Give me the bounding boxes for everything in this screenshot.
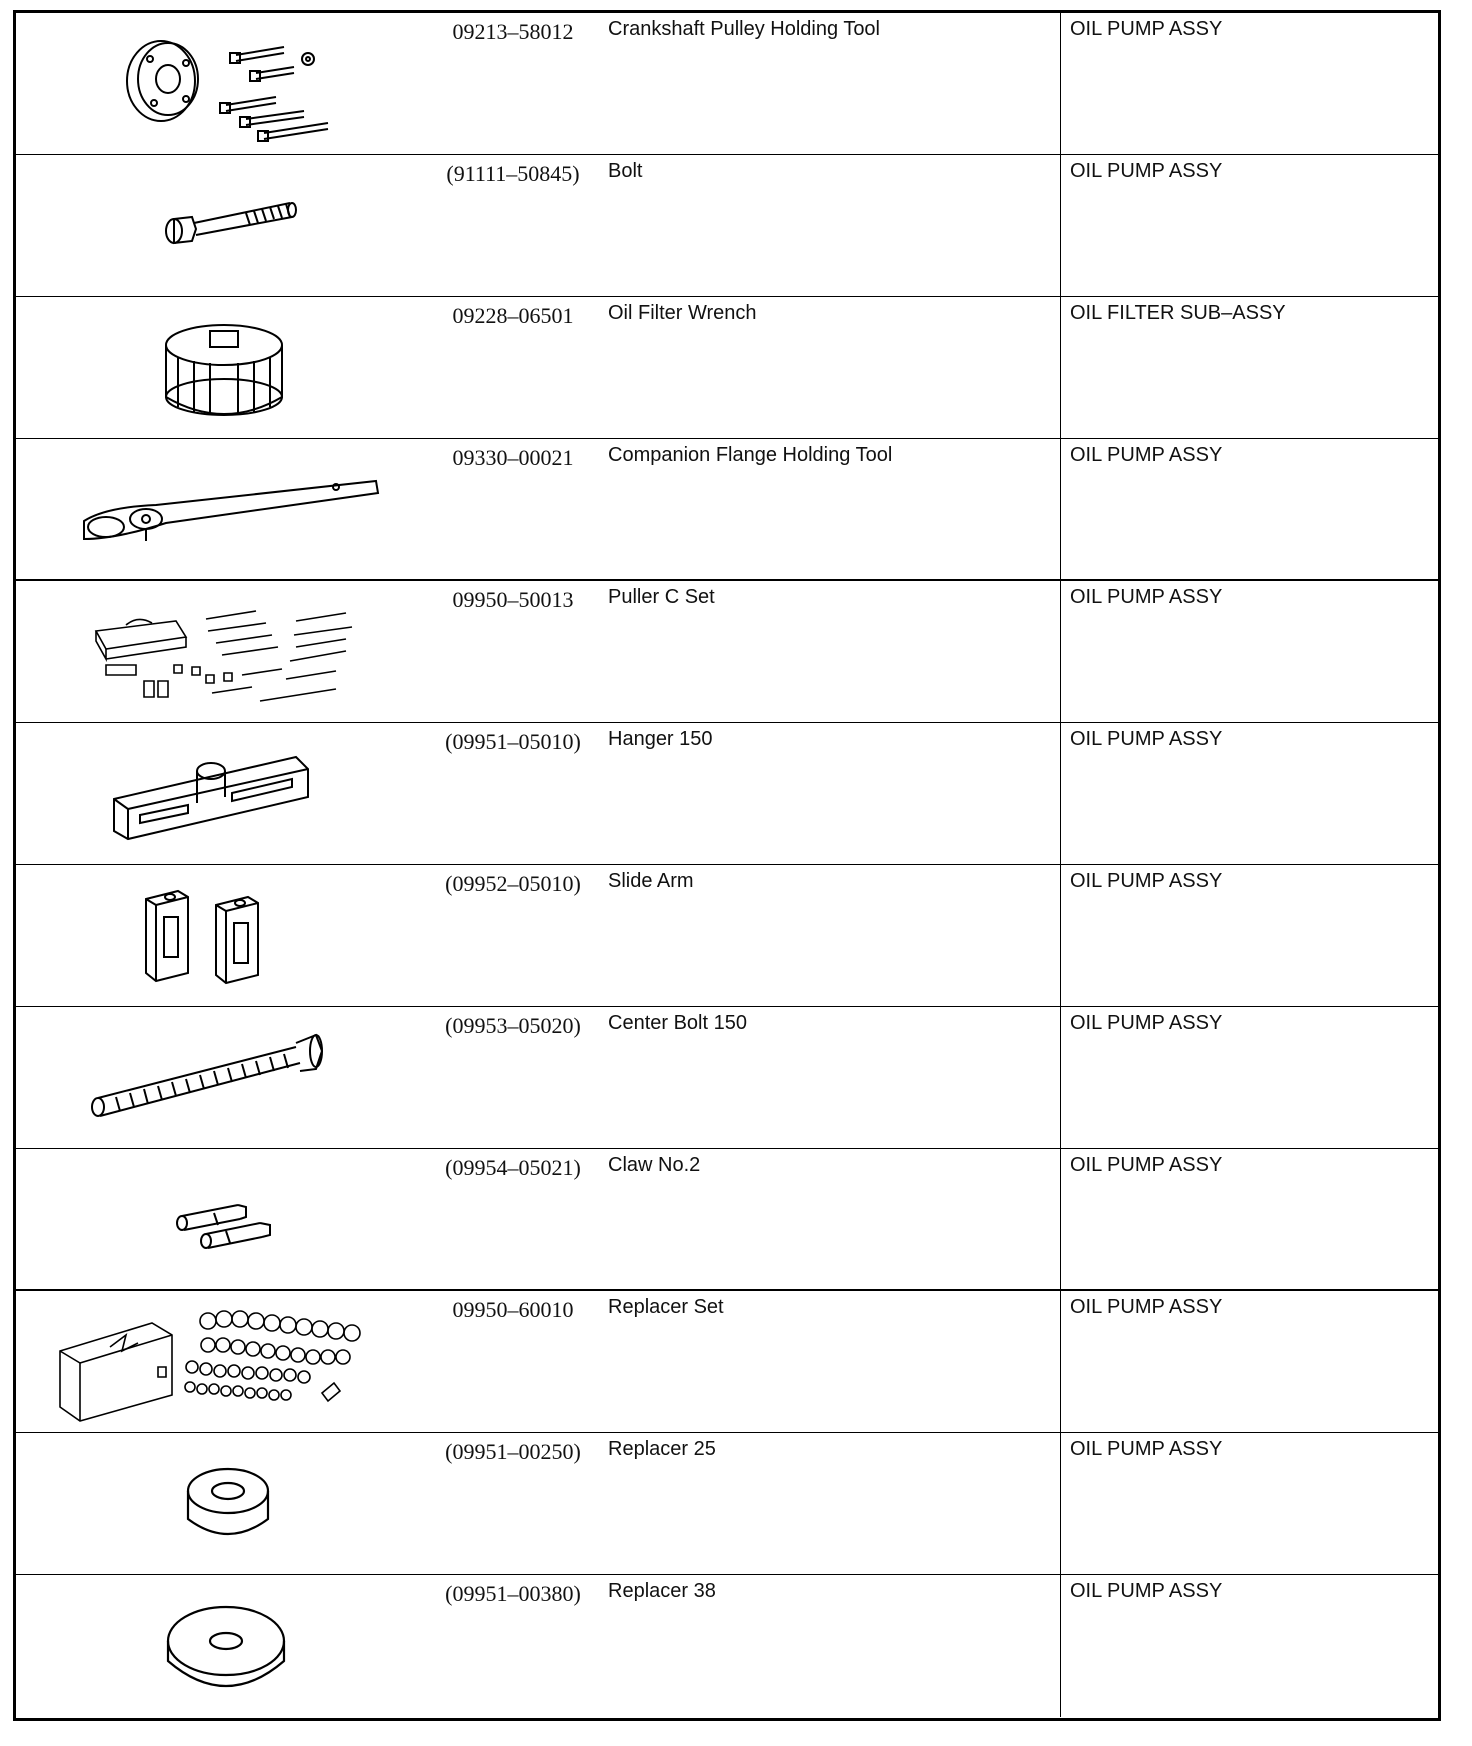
part-number: (09951–00250) (445, 1439, 581, 1464)
column-divider (1060, 1291, 1061, 1432)
part-number: (09952–05010) (445, 871, 581, 896)
column-divider (1060, 1149, 1061, 1289)
tool-name: Hanger 150 (608, 728, 713, 750)
column-divider (1060, 297, 1061, 438)
used-for: OIL FILTER SUB–ASSY (1070, 302, 1286, 324)
used-for: OIL PUMP ASSY (1070, 1012, 1223, 1034)
replacer-38-icon (46, 1579, 406, 1713)
oil-filter-wrench-icon (46, 301, 406, 435)
replacer-25-icon (46, 1437, 406, 1571)
used-for: OIL PUMP ASSY (1070, 160, 1223, 182)
used-for: OIL PUMP ASSY (1070, 1296, 1223, 1318)
part-number: (09954–05021) (445, 1155, 581, 1180)
column-divider (1060, 1575, 1061, 1717)
table-row (16, 1007, 1438, 1149)
tool-name: Oil Filter Wrench (608, 302, 757, 324)
used-for: OIL PUMP ASSY (1070, 586, 1223, 608)
used-for: OIL PUMP ASSY (1070, 18, 1223, 40)
part-number: (09953–05020) (445, 1013, 581, 1038)
part-number: 09330–00021 (452, 445, 574, 470)
part-number: (91111–50845) (446, 161, 580, 186)
hanger-icon (46, 727, 406, 861)
tool-name: Puller C Set (608, 586, 715, 608)
table-row (16, 1433, 1438, 1575)
table-row (16, 13, 1438, 155)
table-row (16, 155, 1438, 297)
tool-name: Bolt (608, 160, 643, 182)
tool-name: Replacer 25 (608, 1438, 716, 1460)
column-divider (1060, 1433, 1061, 1574)
column-divider (1060, 581, 1061, 722)
table-row (16, 1291, 1438, 1433)
slide-arm-icon (46, 869, 406, 1003)
tool-name: Companion Flange Holding Tool (608, 444, 893, 466)
used-for: OIL PUMP ASSY (1070, 870, 1223, 892)
column-divider (1060, 1007, 1061, 1148)
tool-name: Slide Arm (608, 870, 694, 892)
used-for: OIL PUMP ASSY (1070, 1154, 1223, 1176)
table-row (16, 1149, 1438, 1291)
replacer-set-icon (46, 1295, 406, 1429)
part-number: (09951–05010) (445, 729, 581, 754)
center-bolt-icon (46, 1011, 406, 1145)
tool-name: Crankshaft Pulley Holding Tool (608, 18, 881, 40)
part-number: 09950–50013 (452, 587, 574, 612)
column-divider (1060, 13, 1061, 154)
table-row (16, 439, 1438, 581)
tool-name: Replacer Set (608, 1296, 724, 1318)
part-number: 09950–60010 (452, 1297, 574, 1322)
column-divider (1060, 155, 1061, 296)
tool-name: Replacer 38 (608, 1580, 716, 1602)
puller-c-set-icon (46, 585, 406, 719)
bolt-icon (46, 159, 406, 293)
table-row (16, 865, 1438, 1007)
part-number: 09228–06501 (452, 303, 574, 328)
column-divider (1060, 865, 1061, 1006)
crankshaft-pulley-holding-tool-icon (46, 17, 406, 151)
special-service-tools-table (13, 10, 1441, 1721)
column-divider (1060, 439, 1061, 579)
table-row (16, 1575, 1438, 1717)
table-row (16, 581, 1438, 723)
used-for: OIL PUMP ASSY (1070, 1580, 1223, 1602)
used-for: OIL PUMP ASSY (1070, 728, 1223, 750)
column-divider (1060, 723, 1061, 864)
tool-name: Center Bolt 150 (608, 1012, 747, 1034)
part-number: (09951–00380) (445, 1581, 581, 1606)
table-row (16, 723, 1438, 865)
tool-name: Claw No.2 (608, 1154, 701, 1176)
claw-icon (46, 1153, 406, 1287)
part-number: 09213–58012 (452, 19, 574, 44)
used-for: OIL PUMP ASSY (1070, 444, 1223, 466)
table-row (16, 297, 1438, 439)
used-for: OIL PUMP ASSY (1070, 1438, 1223, 1460)
companion-flange-holding-tool-icon (46, 443, 406, 577)
